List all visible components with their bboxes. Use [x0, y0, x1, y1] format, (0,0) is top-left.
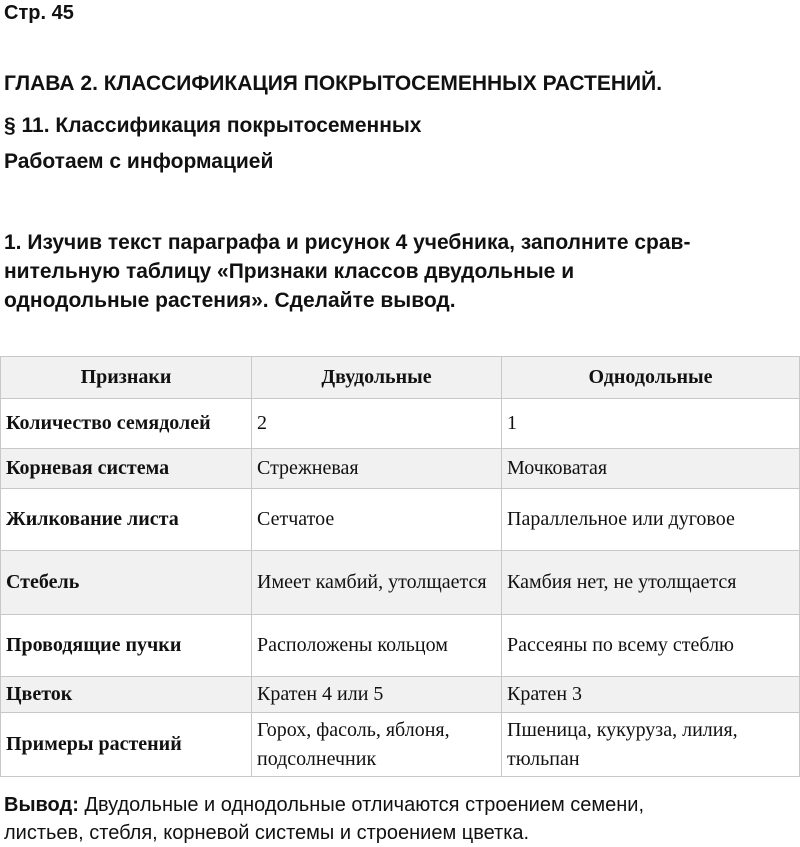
task-line: однодольные растения». Сделайте вывод. — [4, 289, 456, 312]
feature-cell: Жилкование листа — [1, 489, 252, 551]
monocots-cell: Параллельное или дуговое — [502, 489, 800, 551]
feature-cell: Стебель — [1, 551, 252, 615]
table-row — [1, 551, 800, 615]
table-row — [1, 399, 800, 449]
table-row — [1, 449, 800, 489]
conclusion-text-1: Двудольные и однодольные отличаются строением семени, — [84, 794, 645, 816]
task-text — [4, 228, 794, 315]
monocots-cell: Кратен 3 — [502, 677, 800, 713]
page-label: Стр. 45 — [4, 2, 74, 24]
monocots-cell: 1 — [502, 399, 800, 449]
conclusion-label: Вывод: — [4, 794, 79, 816]
comparison-table — [0, 356, 800, 777]
header-features: Признаки — [1, 357, 252, 399]
feature-cell: Примеры растений — [1, 713, 252, 777]
table-header-row — [1, 357, 800, 399]
table-row — [1, 489, 800, 551]
dicots-cell: Сетчатое — [252, 489, 502, 551]
section-heading: § 11. Классификация покрытосеменных — [4, 114, 422, 137]
header-monocots: Однодольные — [502, 357, 800, 399]
table-row — [1, 615, 800, 677]
chapter-heading: ГЛАВА 2. КЛАССИФИКАЦИЯ ПОКРЫТОСЕМЕННЫХ РАСТЕНИЙ. — [4, 72, 663, 95]
conclusion-text-2: листьев, стебля, корневой системы и строением цветка. — [4, 822, 530, 844]
dicots-cell: Горох, фасоль, яблоня, подсолнечник — [252, 713, 502, 777]
feature-cell: Проводящие пучки — [1, 615, 252, 677]
task-line: 1. Изучив текст параграфа и рисунок 4 учебника, заполните срав- — [4, 231, 691, 254]
monocots-cell: Рассеяны по всему стеблю — [502, 615, 800, 677]
task-line: нительную таблицу «Признаки классов двудольные и — [4, 260, 575, 283]
feature-cell: Цветок — [1, 677, 252, 713]
feature-cell: Количество семядолей — [1, 399, 252, 449]
monocots-cell: Камбия нет, не утолщается — [502, 551, 800, 615]
dicots-cell: Имеет камбий, утолщается — [252, 551, 502, 615]
conclusion — [4, 791, 796, 847]
header-dicots: Двудольные — [252, 357, 502, 399]
monocots-cell: Мочковатая — [502, 449, 800, 489]
feature-cell: Корневая система — [1, 449, 252, 489]
conclusion-line — [4, 791, 796, 819]
table-row — [1, 713, 800, 777]
dicots-cell: Кратен 4 или 5 — [252, 677, 502, 713]
monocots-cell: Пшеница, кукуруза, лилия, тюльпан — [502, 713, 800, 777]
dicots-cell: Расположены кольцом — [252, 615, 502, 677]
table-row — [1, 677, 800, 713]
subsection-heading: Работаем с информацией — [4, 150, 274, 173]
dicots-cell: 2 — [252, 399, 502, 449]
dicots-cell: Стрежневая — [252, 449, 502, 489]
